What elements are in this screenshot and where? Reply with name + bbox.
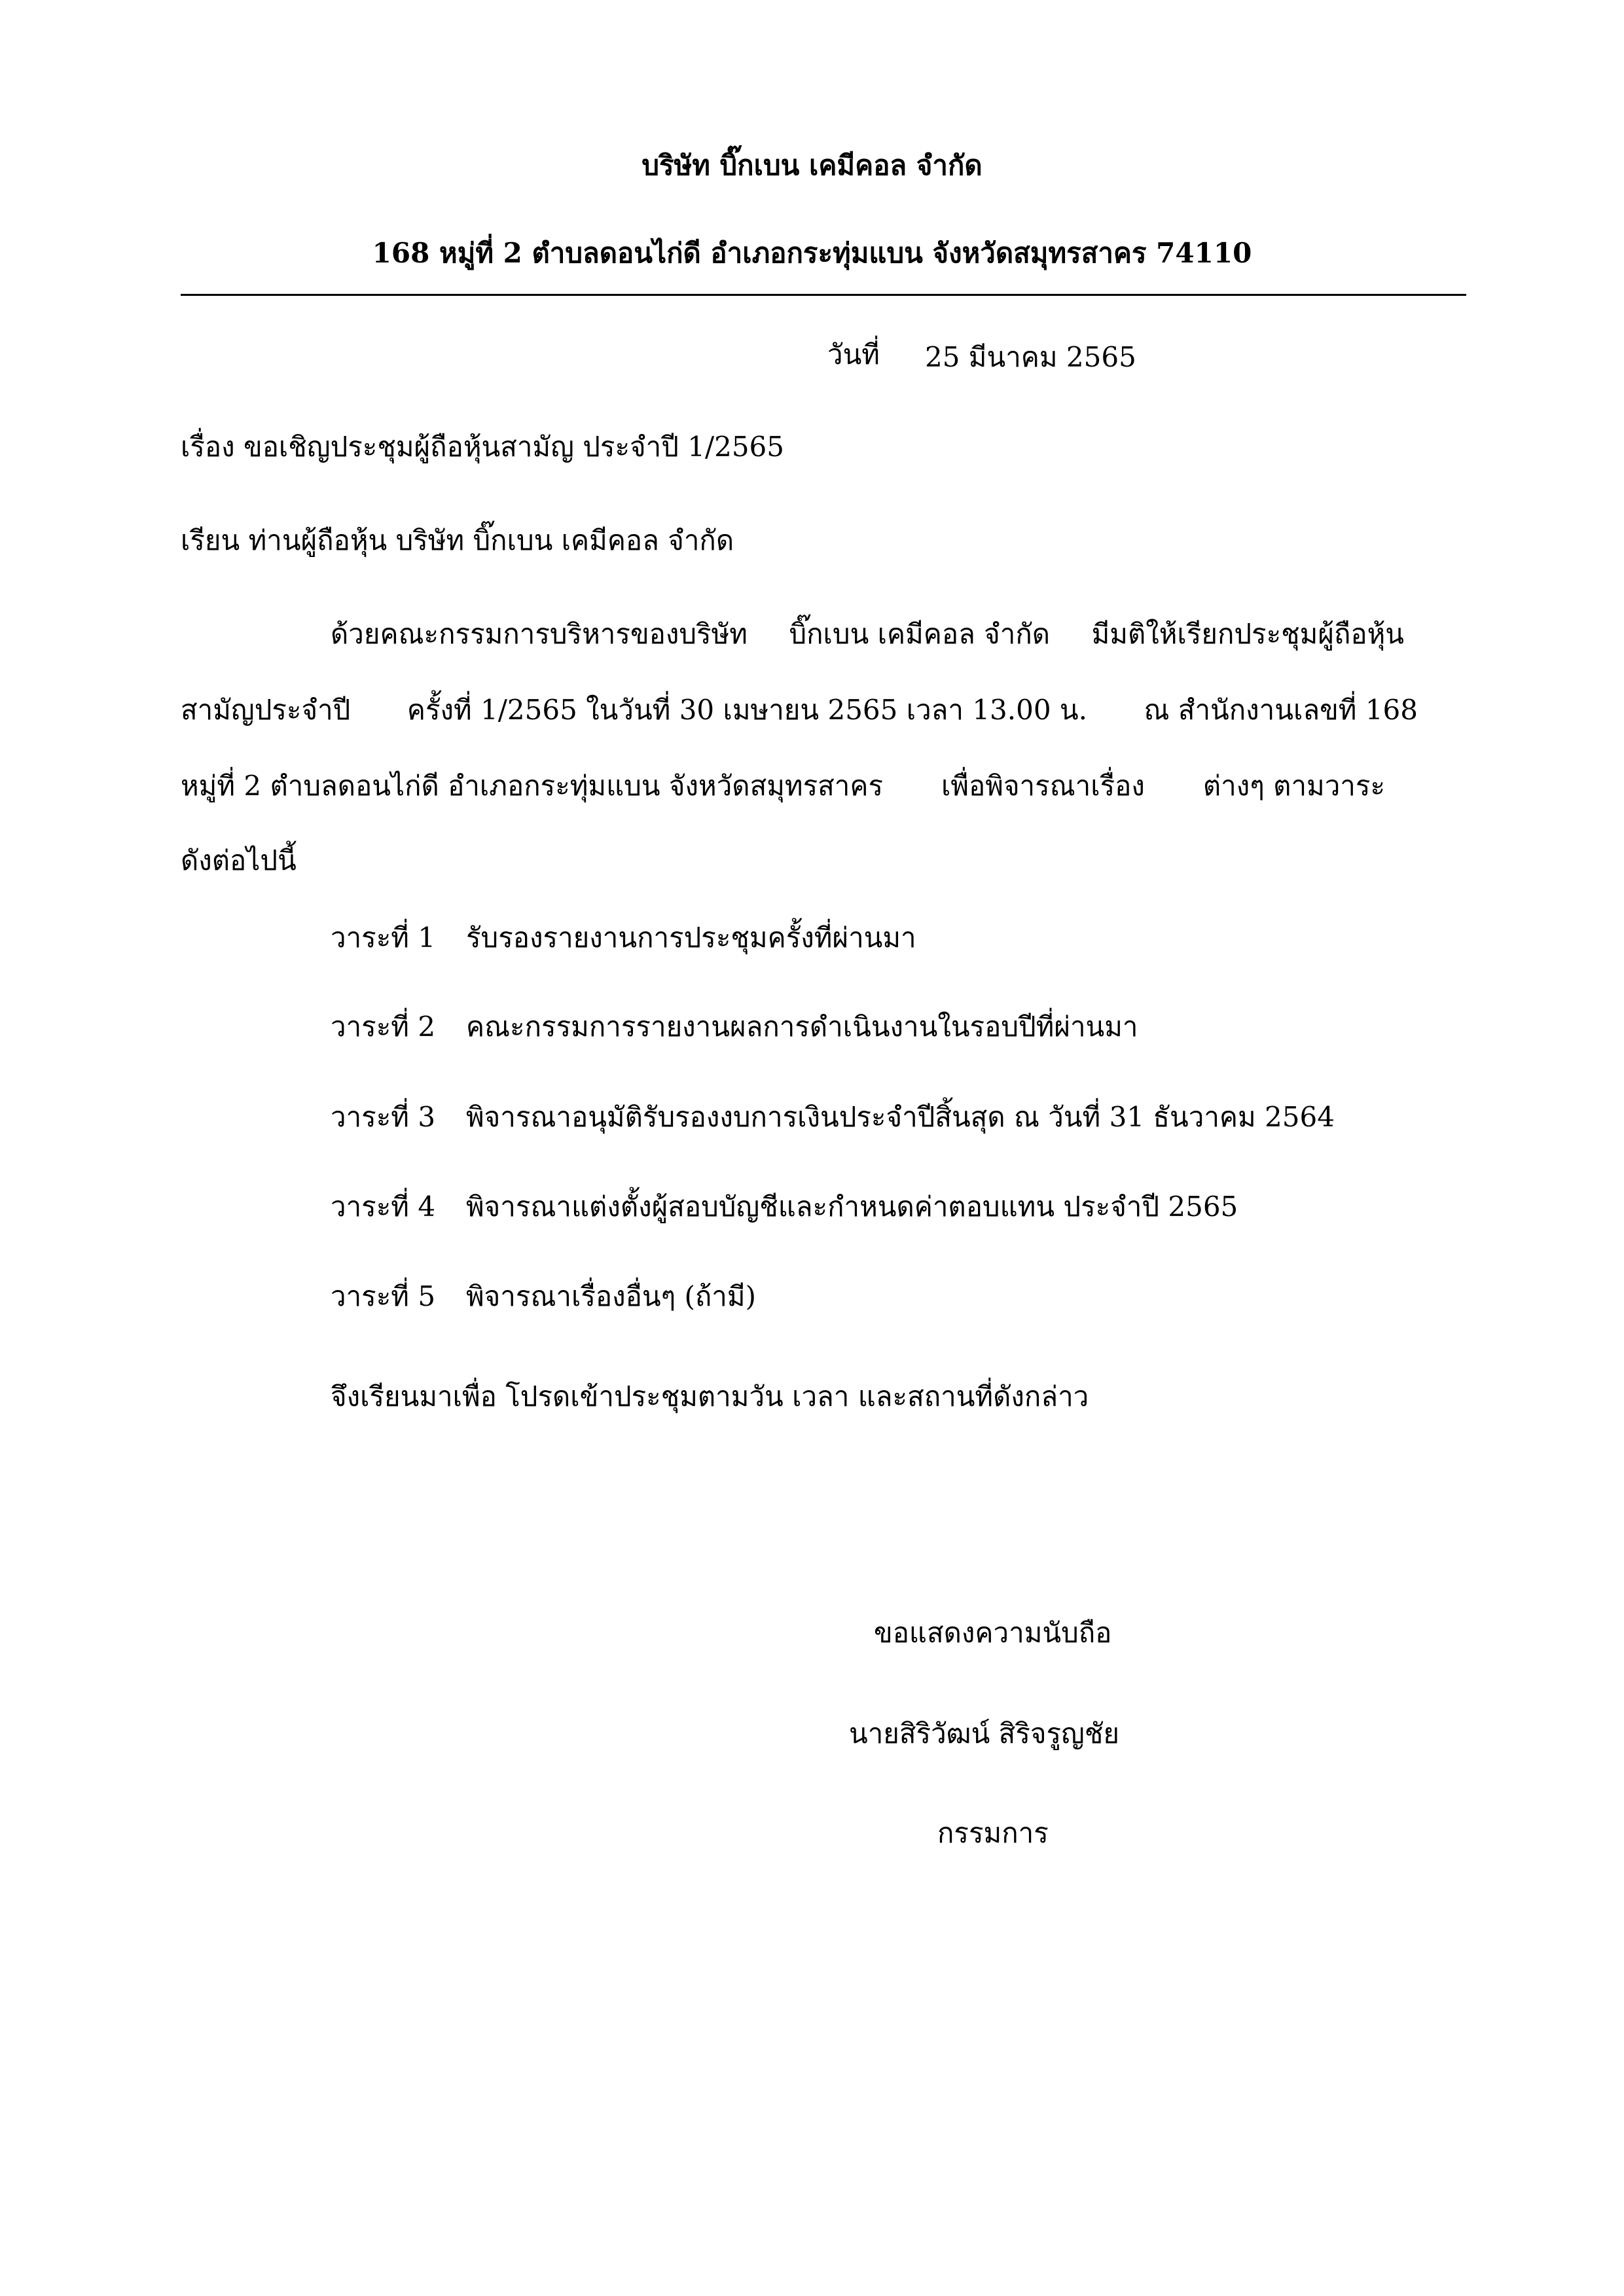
salutation: ขอแสดงความนับถือ bbox=[874, 1617, 1112, 1649]
agenda-item-5-number: วาระที่ 5 bbox=[331, 1280, 436, 1312]
body-line-1-part-3: มีมติให้เรียกประชุมผู้ถือหุ้น bbox=[1091, 618, 1404, 650]
closing-line: จึงเรียนมาเพื่อ โปรดเข้าประชุมตามวัน เวลา และสถานที่ดังกล่าว bbox=[331, 1380, 1089, 1412]
body-line-3 bbox=[181, 772, 1385, 800]
body-line-3-part-3: ต่างๆ ตามวาระ bbox=[1202, 770, 1385, 802]
company-address: 168 หมู่ที่ 2 ตำบลดอนไก่ดี อำเภอกระทุ่มแบน จังหวัดสมุทรสาคร 74110 bbox=[372, 237, 1252, 269]
body-line-2-part-2: ครั้งที่ 1/2565 ในวันที่ 30 เมษายน 2565 เวลา 13.00 น. bbox=[406, 694, 1087, 726]
subject-line: เรื่อง ขอเชิญประชุมผู้ถือหุ้นสามัญ ประจำปี 1/2565 bbox=[181, 431, 784, 463]
body-line-1-part-1: ด้วยคณะกรรมการบริหารของบริษัท bbox=[331, 618, 748, 650]
body-line-2-part-3: ณ สำนักงานเลขที่ 168 bbox=[1144, 694, 1418, 726]
company-name: บริษัท บิ๊กเบน เคมีคอล จำกัด bbox=[641, 149, 983, 181]
body-line-3-part-1: หมู่ที่ 2 ตำบลดอนไก่ดี อำเภอกระทุ่มแบน จังหวัดสมุทรสาคร bbox=[181, 770, 884, 802]
signatory-name: นายสิริวัฒน์ สิริจรูญชัย bbox=[849, 1717, 1119, 1749]
body-line-2-part-1: สามัญประจำปี bbox=[181, 694, 351, 726]
agenda-item-5-text: พิจารณาเรื่องอื่นๆ (ถ้ามี) bbox=[466, 1280, 756, 1312]
agenda-item-2-text: คณะกรรมการรายงานผลการดำเนินงานในรอบปีที่ผ่านมา bbox=[466, 1011, 1138, 1043]
header-divider bbox=[181, 294, 1466, 296]
agenda-item-1-number: วาระที่ 1 bbox=[331, 922, 436, 954]
date-label: วันที่ bbox=[827, 338, 880, 370]
agenda-item-4-number: วาระที่ 4 bbox=[331, 1191, 436, 1223]
agenda-item-3-number: วาระที่ 3 bbox=[331, 1101, 436, 1133]
date-value: 25 มีนาคม 2565 bbox=[925, 341, 1136, 373]
recipient-line: เรียน ท่านผู้ถือหุ้น บริษัท บิ๊กเบน เคมีคอล จำกัด bbox=[181, 524, 734, 556]
agenda-item-1-text: รับรองรายงานการประชุมครั้งที่ผ่านมา bbox=[466, 922, 916, 954]
body-line-2 bbox=[181, 696, 1418, 724]
body-line-3-part-2: เพื่อพิจารณาเรื่อง bbox=[941, 770, 1145, 802]
body-line-1 bbox=[331, 620, 1404, 648]
agenda-item-4-text: พิจารณาแต่งตั้งผู้สอบบัญชีและกำหนดค่าตอบแทน ประจำปี 2565 bbox=[466, 1191, 1238, 1223]
signatory-title: กรรมการ bbox=[937, 1817, 1049, 1849]
agenda-item-2-number: วาระที่ 2 bbox=[331, 1011, 436, 1043]
agenda-item-3-text: พิจารณาอนุมัติรับรองงบการเงินประจำปีสิ้นสุด ณ วันที่ 31 ธันวาคม 2564 bbox=[466, 1101, 1335, 1133]
body-line-4: ดังต่อไปนี้ bbox=[181, 844, 297, 876]
body-line-1-part-2: บิ๊กเบน เคมีคอล จำกัด bbox=[789, 618, 1051, 650]
